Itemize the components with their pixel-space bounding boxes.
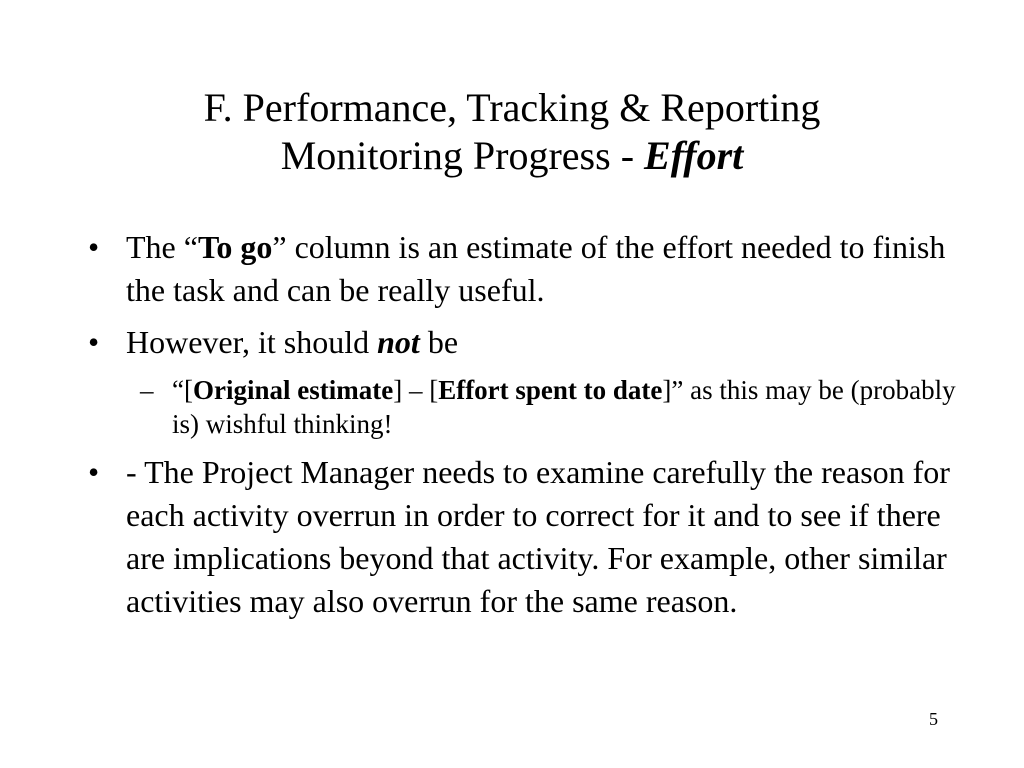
title-line-2-emphasis: Effort	[644, 133, 744, 178]
title-line-2-prefix: Monitoring Progress -	[280, 133, 645, 178]
page-number: 5	[929, 709, 938, 729]
bullet-text-part: be	[419, 324, 459, 360]
sub-bullet-text-bold: Original estimate	[192, 375, 394, 405]
title-line-1: F. Performance, Tracking & Reporting	[203, 85, 821, 130]
bullet-text-part: ” column is an estimate of the effort needed to finish the task and can be really useful.	[126, 229, 946, 308]
sub-bullet-text	[172, 375, 956, 439]
bullet-text: - The Project Manager needs to examine carefully the reason for each activity overrun in order to correct for it and to see if there are implications beyond that activity. For example, other similar activities may also overrun for the same reason.	[126, 454, 950, 619]
bullet-marker: •	[88, 454, 100, 490]
bullet-marker: •	[88, 324, 100, 360]
sub-bullet-text-part: ] – [	[393, 375, 439, 405]
slide-body	[80, 226, 960, 632]
slide-title	[60, 84, 964, 180]
bullet-text	[126, 229, 945, 308]
bullet-should-not	[80, 321, 960, 364]
bullet-marker: •	[88, 229, 100, 265]
title-line-2	[60, 132, 964, 180]
bullet-text	[126, 324, 458, 360]
sub-bullet-text-part: ]” as this may be (probably is) wishful thinking!	[172, 375, 956, 439]
bullet-text-part: The “	[126, 229, 198, 265]
bullet-text-bold-italic: not	[377, 324, 420, 360]
bullet-project-manager	[80, 451, 960, 623]
bullet-text-part: However, it should	[126, 324, 378, 360]
sub-bullet-text-bold: Effort spent to date	[438, 375, 663, 405]
bullet-to-go-column	[80, 226, 960, 312]
sub-bullet-marker: –	[140, 375, 154, 405]
sub-bullet-estimate-formula	[80, 373, 960, 441]
bullet-text-bold: To go	[197, 229, 273, 265]
sub-bullet-text-part: “[	[172, 375, 193, 405]
